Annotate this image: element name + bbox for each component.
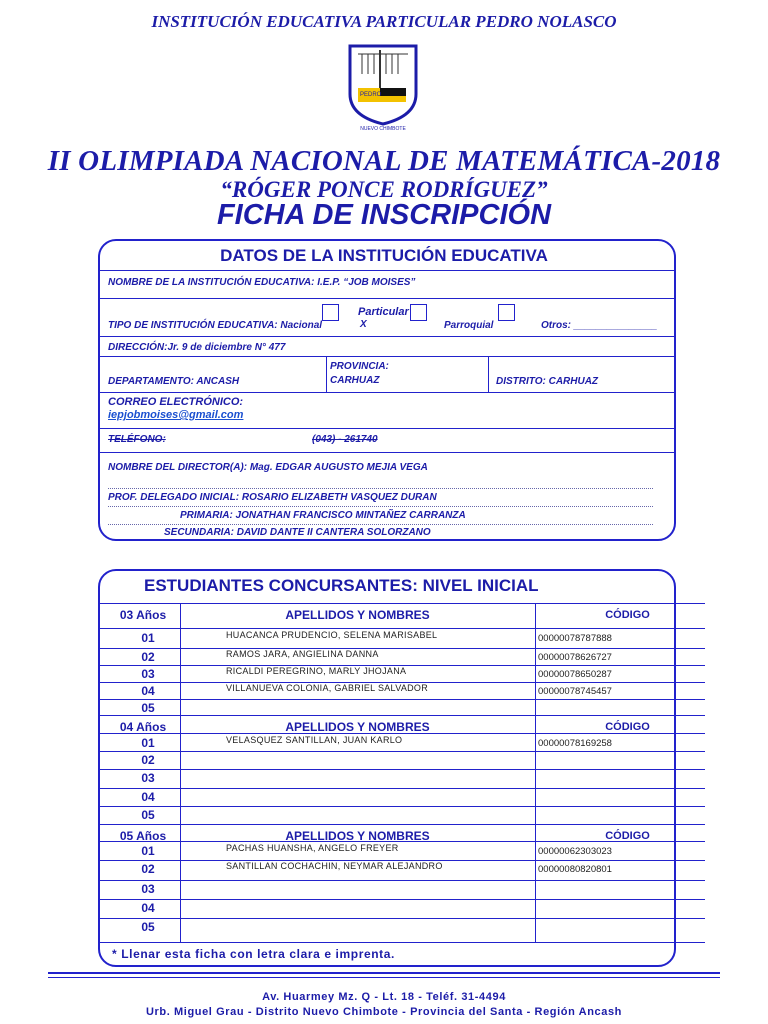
table-row bbox=[99, 648, 705, 665]
code-column-header: CÓDIGO bbox=[605, 609, 650, 621]
honoree-name: “RÓGER PONCE RODRÍGUEZ” bbox=[220, 177, 548, 202]
email-link[interactable]: iepjobmoises@gmail.com bbox=[108, 409, 244, 421]
otros-field[interactable]: Otros: _______________ bbox=[541, 320, 658, 331]
row-number: 04 bbox=[141, 684, 155, 698]
row-number: 03 bbox=[141, 771, 155, 785]
table-row bbox=[99, 699, 705, 715]
age-group-label: 04 Años bbox=[119, 720, 167, 734]
phone-value: (043) - 261740 bbox=[312, 434, 378, 445]
director-name: NOMBRE DEL DIRECTOR(A): Mag. EDGAR AUGUSTO MEJIA VEGA bbox=[108, 462, 428, 473]
email-label: CORREO ELECTRÓNICO: bbox=[108, 396, 244, 408]
row-number: 05 bbox=[141, 920, 155, 934]
logo-text-top: PEDRO bbox=[360, 92, 382, 98]
names-column-header: APELLIDOS Y NOMBRES bbox=[285, 720, 430, 734]
table-row bbox=[99, 806, 705, 824]
table-row-line bbox=[99, 715, 705, 716]
table-row bbox=[99, 880, 705, 899]
table-row-line bbox=[99, 824, 705, 825]
institution-section-title: DATOS DE LA INSTITUCIÓN EDUCATIVA bbox=[220, 246, 548, 265]
students-section-title: ESTUDIANTES CONCURSANTES: NIVEL INICIAL bbox=[144, 576, 539, 595]
student-name-cell[interactable]: RICALDI PEREGRINO, MARLY JHOJANA bbox=[226, 666, 407, 676]
names-column-header: APELLIDOS Y NOMBRES bbox=[285, 829, 430, 843]
parroquial-checkbox[interactable] bbox=[498, 304, 515, 321]
row-number: 04 bbox=[141, 901, 155, 915]
table-row bbox=[99, 769, 705, 788]
row-number: 03 bbox=[141, 882, 155, 896]
institution-name: NOMBRE DE LA INSTITUCIÓN EDUCATIVA: I.E.P. “JOB MOISES” bbox=[108, 277, 416, 288]
age-group-label: 03 Años bbox=[119, 608, 167, 622]
institution-type-label: TIPO DE INSTITUCIÓN EDUCATIVA: Nacional bbox=[108, 320, 323, 331]
logo-text-bottom: NUEVO CHIMBOTE bbox=[360, 126, 406, 132]
delegate-secundaria: SECUNDARIA: DAVID DANTE II CANTERA SOLORZANO bbox=[164, 527, 431, 538]
student-code-cell[interactable]: 00000078626727 bbox=[538, 652, 612, 663]
footer-address: Av. Huarmey Mz. Q - Lt. 18 - Teléf. 31-4494 bbox=[262, 991, 506, 1003]
table-row bbox=[99, 899, 705, 918]
code-column-header: CÓDIGO bbox=[605, 830, 650, 842]
table-row bbox=[99, 751, 705, 769]
table-row-line bbox=[99, 942, 705, 943]
row-number: 02 bbox=[141, 862, 155, 876]
row-number: 01 bbox=[141, 631, 155, 645]
table-row bbox=[99, 788, 705, 806]
row-number: 02 bbox=[141, 650, 155, 664]
departamento: DEPARTAMENTO: ANCASH bbox=[108, 376, 240, 387]
student-name-cell[interactable]: HUACANCA PRUDENCIO, SELENA MARISABEL bbox=[226, 630, 438, 640]
provincia-label: PROVINCIA: bbox=[330, 361, 389, 372]
distrito: DISTRITO: CARHUAZ bbox=[496, 376, 599, 387]
student-name-cell[interactable]: RAMOS JARA, ANGIELINA DANNA bbox=[226, 649, 379, 659]
particular-checkbox[interactable] bbox=[410, 304, 427, 321]
table-top-line bbox=[99, 603, 705, 604]
particular-mark: X bbox=[360, 319, 367, 330]
table-row bbox=[99, 918, 705, 942]
olympiad-title: II OLIMPIADA NACIONAL DE MATEMÁTICA-2018 bbox=[47, 145, 721, 177]
student-name-cell[interactable]: VELASQUEZ SANTILLAN, JUAN KARLO bbox=[226, 735, 403, 745]
student-name-cell[interactable]: SANTILLAN COCHACHIN, NEYMAR ALEJANDRO bbox=[226, 861, 443, 871]
names-column-header: APELLIDOS Y NOMBRES bbox=[285, 608, 430, 622]
student-code-cell[interactable]: 00000078787888 bbox=[538, 633, 612, 644]
fill-instructions-note: * Llenar esta ficha con letra clara e imprenta. bbox=[112, 947, 395, 961]
delegate-inicial: PROF. DELEGADO INICIAL: ROSARIO ELIZABETH VASQUEZ DURAN bbox=[108, 492, 437, 503]
address: DIRECCIÓN:Jr. 9 de diciembre N° 477 bbox=[108, 342, 286, 353]
student-name-cell[interactable]: PACHAS HUANSHA, ANGELO FREYER bbox=[226, 843, 399, 853]
student-code-cell[interactable]: 00000078650287 bbox=[538, 669, 612, 680]
student-code-cell[interactable]: 00000080820801 bbox=[538, 864, 612, 875]
student-code-cell[interactable]: 00000062303023 bbox=[538, 846, 612, 857]
row-number: 05 bbox=[141, 701, 155, 715]
form-title: FICHA DE INSCRIPCIÓN bbox=[216, 199, 552, 231]
provincia-value: CARHUAZ bbox=[330, 375, 380, 386]
footer-location: Urb. Miguel Grau - Distrito Nuevo Chimbote - Provincia del Santa - Región Ancash bbox=[145, 1006, 623, 1018]
phone-label: TELÉFONO: bbox=[108, 434, 166, 445]
school-logo bbox=[346, 44, 420, 132]
row-number: 01 bbox=[141, 736, 155, 750]
student-code-cell[interactable]: 00000078169258 bbox=[538, 738, 612, 749]
parroquial-label: Parroquial bbox=[444, 320, 494, 331]
particular-label: Particular bbox=[358, 306, 409, 318]
table-row bbox=[99, 842, 705, 860]
row-number: 04 bbox=[141, 790, 155, 804]
row-number: 01 bbox=[141, 844, 155, 858]
age-group-label: 05 Años bbox=[119, 829, 167, 843]
delegate-primaria: PRIMARIA: JONATHAN FRANCISCO MINTAÑEZ CARRANZA bbox=[180, 510, 466, 521]
row-number: 02 bbox=[141, 753, 155, 767]
code-column-header: CÓDIGO bbox=[605, 721, 650, 733]
row-number: 03 bbox=[141, 667, 155, 681]
student-code-cell[interactable]: 00000078745457 bbox=[538, 686, 612, 697]
student-name-cell[interactable]: VILLANUEVA COLONIA, GABRIEL SALVADOR bbox=[226, 683, 429, 693]
nacional-checkbox[interactable] bbox=[322, 304, 339, 321]
institution-header: INSTITUCIÓN EDUCATIVA PARTICULAR PEDRO NOLASCO bbox=[151, 12, 617, 31]
row-number: 05 bbox=[141, 808, 155, 822]
